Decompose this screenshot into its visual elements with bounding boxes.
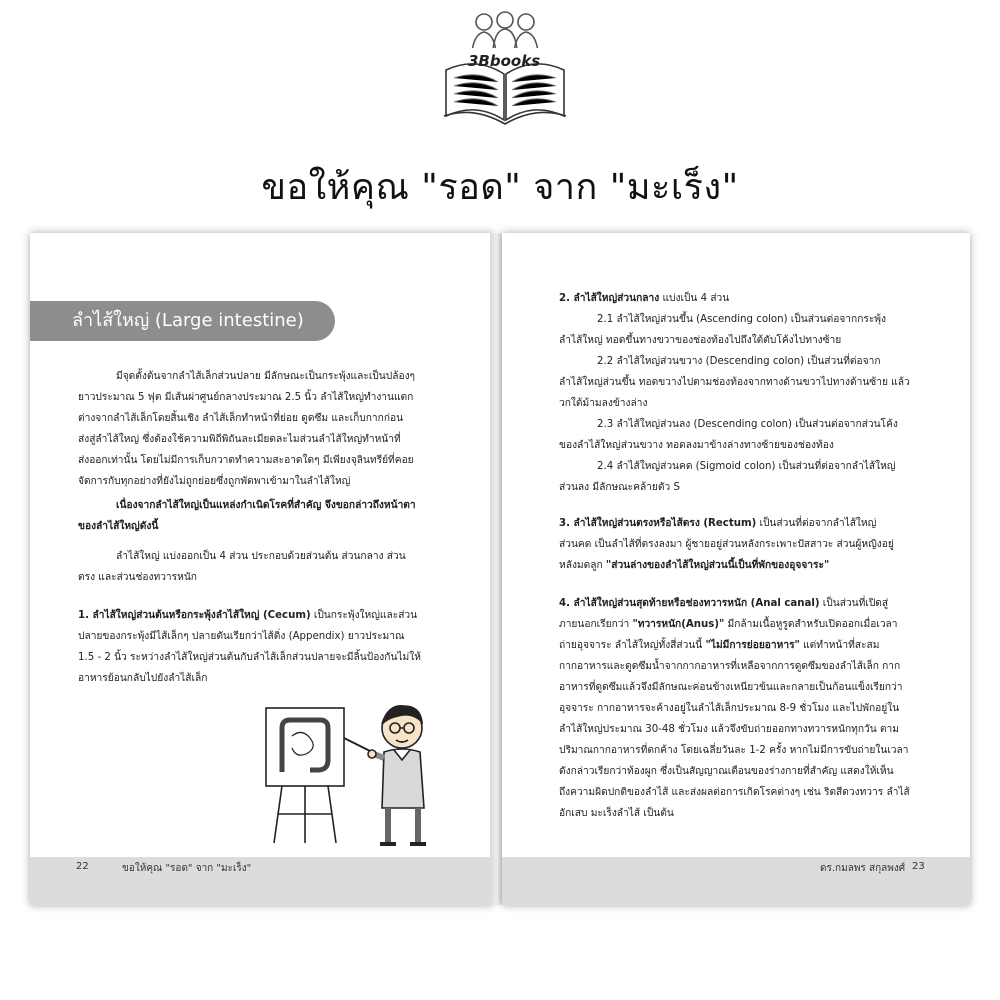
text-line: หลังมดลูก xyxy=(559,560,606,571)
text-line: 2.4 ลำไส้ใหญ่ส่วนคด (Sigmoid colon) เป็นส่วนที่ต่อจากลำไส้ใหญ่ xyxy=(597,461,896,472)
cecum-heading: 1. ลำไส้ใหญ่ส่วนต้นหรือกระพุ้งลำไส้ใหญ่ (Cecum) xyxy=(78,610,311,621)
text-line: ถึงความผิดปกติของลำไส้ และส่งผลต่อการเกิดโรคต่างๆ เช่น ริดสีดวงทวาร ลำไส้ xyxy=(559,787,910,798)
text-line: ส่งออกเท่านั้น โดยไม่มีการเก็บกวาดทำความสะอาดใดๆ มีเพียงจุลินทรีย์ที่คอย xyxy=(78,455,414,466)
text-line: ส่งสู่ลำไส้ใหญ่ ซึ่งต้องใช้ความพิถีพิถันละเมียดละไมส่วนลำไส้ใหญ่ทำหน้าที่ xyxy=(78,434,401,445)
intro-paragraph xyxy=(78,366,476,492)
section-2-heading: 2. ลำไส้ใหญ่ส่วนกลาง xyxy=(559,293,660,304)
section-4-heading: 4. ลำไส้ใหญ่ส่วนสุดท้ายหรือช่องทวารหนัก (Anal canal) xyxy=(559,598,820,609)
section-3 xyxy=(559,513,951,576)
text-line: ส่วนลง มีลักษณะคล้ายตัว S xyxy=(559,482,680,493)
section-3-heading: 3. ลำไส้ใหญ่ส่วนตรงหรือไส้ตรง (Rectum) xyxy=(559,518,757,529)
text-line: ลำไส้ใหญ่ แบ่งออกเป็น 4 ส่วน ประกอบด้วยส่วนต้น ส่วนกลาง ส่วน xyxy=(116,551,406,562)
section-4 xyxy=(559,593,951,824)
text-line: ตรง และส่วนช่องทวารหนัก xyxy=(78,572,197,583)
text-line: แบ่งเป็น 4 ส่วน xyxy=(659,293,730,304)
right-footer xyxy=(502,857,970,905)
section-2 xyxy=(559,288,951,498)
text-line: ของลำไส้ใหญ่ส่วนขวาง ทอดลงมาข้างล่างทางซ้ายของช่องท้อง xyxy=(559,440,834,451)
text-line: กากอาหารและดูดซึมน้ำจากกากอาหารที่เหลือจากการดูดซึมของลำไส้เล็ก กาก xyxy=(559,661,901,672)
footer-author: ดร.กมลพร สกุลพงศ์ xyxy=(820,863,906,874)
cecum-paragraph xyxy=(78,605,476,689)
section-header: ลำไส้ใหญ่ (Large intestine) xyxy=(30,301,335,341)
text-line: 2.3 ลำไส้ใหญ่ส่วนลง (Descending colon) เป็นส่วนต่อจากส่วนโค้ง xyxy=(597,419,898,430)
right-page xyxy=(502,233,970,905)
text-line: ลำไส้ใหญ่ประมาณ 30-48 ชั่วโมง แล้วจึงขับถ่ายออกทางทวารหนักทุกวัน ตาม xyxy=(559,724,899,735)
division-paragraph xyxy=(78,546,476,588)
footer-book-title: ขอให้คุณ "รอด" จาก "มะเร็ง" xyxy=(122,863,252,874)
text-line: อาหารที่ดูดซึมแล้วจึงมีลักษณะค่อนข้างเหนียวข้นและกลายเป็นก้อนแข็งเรียกว่า xyxy=(559,682,903,693)
emphasis-text: "ส่วนล่างของลำไส้ใหญ่ส่วนนี้เป็นที่พักของอุจจาระ" xyxy=(605,560,830,571)
text-line: ของลำไส้ใหญ่ดังนี้ xyxy=(78,521,159,532)
text-line: เป็นส่วนที่ต่อจากลำไส้ใหญ่ xyxy=(756,518,877,529)
text-line: ลำไส้ใหญ่ ทอดขึ้นทางขวาของช่องท้องไปถึงใต้ตับโค้งไปทางซ้าย xyxy=(559,335,842,346)
text-line: ลำไส้ใหญ่ส่วนขึ้น ทอดขวางไปตามช่องท้องจากทางด้านขวาไปทางด้านซ้าย แล้ว xyxy=(559,377,910,388)
text-line: เนื่องจากลำไส้ใหญ่เป็นแหล่งกำเนิดโรคที่สำคัญ จึงขอกล่าวถึงหน้าตา xyxy=(116,500,416,511)
left-footer xyxy=(30,857,493,905)
text-line: มีจุดตั้งต้นจากลำไส้เล็กส่วนปลาย มีลักษณะเป็นกระพุ้งและเป็นปล้องๆ xyxy=(116,371,416,382)
text-line: แต่ทำหน้าที่สะสม xyxy=(799,640,880,651)
text-line: วกใต้ม้ามลงข้างล่าง xyxy=(559,398,648,409)
text-line: ดังกล่าวเรียกว่าท้องผูก ซึ่งเป็นสัญญาณเตือนของร่างกายที่สำคัญ แสดงให้เห็น xyxy=(559,766,894,777)
emphasis-text: "ไม่มีการย่อยอาหาร" xyxy=(705,640,800,651)
text-line: จัดการกับทุกอย่างที่ยังไม่ถูกย่อยซึ่งถูกพัดพาเข้ามาในลำไส้ใหญ่ xyxy=(78,476,351,487)
bold-intro-paragraph xyxy=(78,495,476,537)
emphasis-text: "ทวารหนัก(Anus)" xyxy=(632,619,725,630)
text-line: มีกล้ามเนื้อหูรูดสำหรับเปิดออกเมื่อเวลา xyxy=(724,619,898,630)
page-title: ขอให้คุณ "รอด" จาก "มะเร็ง" xyxy=(261,167,739,208)
left-page xyxy=(30,233,493,905)
text-line: ต่างจากลำไส้เล็กโดยสิ้นเชิง ลำไส้เล็กทำหน้าที่ย่อย ดูดซึม และเก็บกากก่อน xyxy=(78,413,404,424)
text-line: ปลายของกระพุ้งมีไส้เล็กๆ ปลายตันเรียกว่าไส้ติ่ง (Appendix) ยาวประมาณ xyxy=(78,631,405,642)
text-line: 2.2 ลำไส้ใหญ่ส่วนขวาง (Descending colon) เป็นส่วนที่ต่อจาก xyxy=(597,356,881,367)
text-line: อาหารย้อนกลับไปยังลำไส้เล็ก xyxy=(78,673,208,684)
text-line: ส่วนคด เป็นลำไส้ที่ตรงลงมา ผู้ชายอยู่ส่วนหลังกระเพาะปัสสาวะ ส่วนผู้หญิงอยู่ xyxy=(559,539,894,550)
text-line: ปริมาณกากอาหารที่ตกค้าง โดยเฉลี่ยวันละ 1-2 ครั้ง หากไม่มีการขับถ่ายในเวลา xyxy=(559,745,909,756)
text-line: ภายนอกเรียกว่า xyxy=(559,619,633,630)
text-line: อุจจาระ กากอาหารจะค้างอยู่ในลำไส้เล็กประมาณ 8-9 ชั่วโมง และไปพักอยู่ใน xyxy=(559,703,900,714)
brand-name: 3Bbooks xyxy=(468,52,541,70)
text-line: ยาวประมาณ 5 ฟุต มีเส้นผ่าศูนย์กลางประมาณ 2.5 นิ้ว ลำไส้ใหญ่ทำงานแตก xyxy=(78,392,414,403)
text-line: เป็นส่วนที่เปิดสู่ xyxy=(819,598,889,609)
page-number: 23 xyxy=(912,861,925,872)
page-number: 22 xyxy=(76,861,89,872)
text-line: เป็นกระพุ้งใหญ่และส่วน xyxy=(310,610,418,621)
text-line: ถ่ายอุจจาระ ลำไส้ใหญ่ทั้งสี่ส่วนนี้ xyxy=(559,640,706,651)
text-line: อักเสบ มะเร็งลำไส้ เป็นต้น xyxy=(559,808,674,819)
text-line: 2.1 ลำไส้ใหญ่ส่วนขึ้น (Ascending colon) เป็นส่วนต่อจากกระพุ้ง xyxy=(597,314,886,325)
teacher-illustration xyxy=(262,698,462,848)
text-line: 1.5 - 2 นิ้ว ระหว่างลำไส้ใหญ่ส่วนต้นกับลำไส้เล็กส่วนปลายจะมีลิ้นป้องกันไม่ให้ xyxy=(78,652,421,663)
